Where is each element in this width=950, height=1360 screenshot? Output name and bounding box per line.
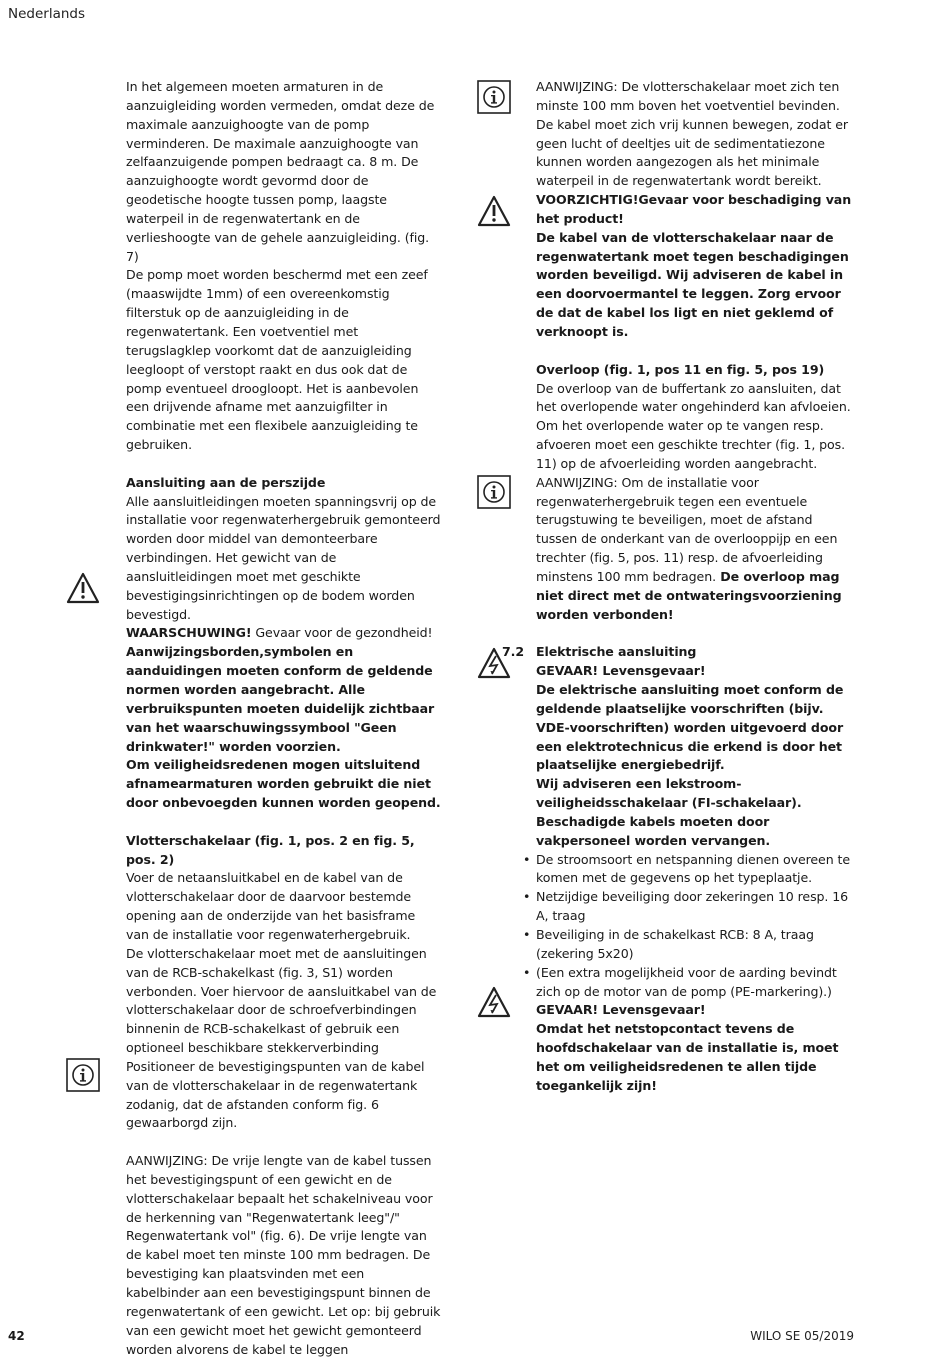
pressure-side-heading: Aansluiting aan de perszijde xyxy=(126,474,326,490)
info-icon xyxy=(477,475,511,509)
section-number: 7.2 xyxy=(502,644,525,660)
danger-text-2: Wij adviseren een lekstroom-veiligheidsschakelaar (FI-schakelaar). xyxy=(536,776,802,811)
info-icon xyxy=(477,80,511,114)
list-item: • Netzijdige beveiliging door zekeringen 10 resp. 16 A, traag xyxy=(536,888,852,926)
float-switch-text-3: Positioneer de bevestigingspunten van de kabel van de vlotterschakelaar in de regenwatertank zodanig, dat de afstanden conform fig. 6 gewaarborgd zijn. xyxy=(126,1058,425,1131)
pressure-side-text: Alle aansluitleidingen moeten spanningsvrij op de installatie voor regenwaterhergebruik gemonteerd worden door middel van demonteerbare verbindingen. Het gewicht van de aansluitleidingen moet met geschikte bevestigingsinrichtingen op de bodem worden bevestigd. xyxy=(126,493,441,622)
danger-heading-1: GEVAAR! Levensgevaar! xyxy=(536,663,706,679)
intro-paragraph-1: In het algemeen moeten armaturen in de aanzuigleiding worden vermeden, omdat deze de maximale aanzuighoogte van de pomp verminderen. De maximale aanzuighoogte van zelfaanzuigende pompen bedraagt ca. 8 m. De aanzuighoogte wordt gevormd door de geodetische hoogte tussen pomp, laagste waterpeil in de regenwatertank en de verlieshoogte van de gehele aanzuigleiding. (fig. 7) xyxy=(126,79,435,264)
float-switch-text-1: Voer de netaansluitkabel en de kabel van de vlotterschakelaar door de daarvoor bestemde opening aan de onderzijde van het basisframe van de installatie voor regenwaterhergebruik. xyxy=(126,870,416,942)
danger-text-1: De elektrische aansluiting moet conform de geldende plaatselijke voorschriften (bijv. VDE-voorschriften) worden uitgevoerd door een elektrotechnicus die erkend is door het plaatselijke energiebedrijf. xyxy=(536,682,844,773)
section-title: Elektrische aansluiting xyxy=(536,644,697,660)
cable-length-note: AANWIJZING: De vrije lengte van de kabel tussen het bevestigingspunt of een gewicht en de vlotterschakelaar bepaalt het schakelniveau voor de herkenning van "Regenwatertank leeg"/" Regenwatertank vol" (fig. 6). De vrije lengte van de kabel moet ten minste 100 mm bedragen. De bevestiging kan plaatsvinden met een kabelbinder aan een bevestigingspunt binnen de regenwatertank of een gewicht. Let op: bij gebruik van een gewicht moet het gewicht gemonteerd worden alvorens de kabel te leggen xyxy=(126,1153,441,1357)
warning-text-1: Aanwijzingsborden,symbolen en aanduidingen moeten conform de geldende normen worden aangebracht. Alle verbruikspunten moeten duidelijk zichtbaar van het waarschuwingssymbool "Geen drinkwater!" worden voorzien. xyxy=(126,644,435,754)
danger-text-3: Beschadigde kabels moeten door vakpersoneel worden vervangen. xyxy=(536,813,771,848)
warning-triangle-icon xyxy=(477,194,511,228)
overflow-heading: Overloop (fig. 1, pos 11 en fig. 5, pos 19) xyxy=(536,361,825,377)
warning-text-2: Om veiligheidsredenen mogen uitsluitend afnamearmaturen worden gebruikt die niet door onbevoegden kunnen worden geopend. xyxy=(126,757,441,811)
warning-triangle-icon xyxy=(66,571,100,605)
page-number: 42 xyxy=(8,1329,25,1343)
float-position-note: AANWIJZING: De vlotterschakelaar moet zich ten minste 100 mm boven het voetventiel bevinden. De kabel moet zich vrij kunnen bewegen, zodat er geen lucht of deeltjes uit de sedimentatiezone kunnen worden aangezogen als het minimale waterpeil in de regenwatertank wordt bereikt. xyxy=(536,79,848,189)
backflow-note xyxy=(536,474,852,625)
caution-text: De kabel van de vlotterschakelaar naar de regenwatertank moet tegen beschadigingen worden beveiligd. Wij adviseren de kabel in een doorvoermantel te leggen. Zorg ervoor de dat de kabel los ligt en niet geklemd of verknoopt is. xyxy=(536,229,849,339)
backflow-note-bold: De overloop mag niet direct met de ontwateringsvoorziening worden verbonden! xyxy=(536,568,842,622)
danger-heading-2: GEVAAR! Levensgevaar! xyxy=(536,1002,706,1018)
caution-heading: VOORZICHTIG!Gevaar voor beschadiging van het product! xyxy=(536,192,852,226)
warning-rest: Gevaar voor de gezondheid! xyxy=(251,625,433,641)
header-language: Nederlands xyxy=(8,6,86,22)
danger-text-4: Omdat het netstopcontact tevens de hoofdschakelaar van de installatie is, moet het om veiligheidsredenen te allen tijde toegankelijk zijn! xyxy=(536,1021,839,1093)
float-switch-heading: Vlotterschakelaar (fig. 1, pos. 2 en fig. 5, pos. 2) xyxy=(126,832,415,867)
electrical-requirements-list xyxy=(536,851,852,1002)
backflow-note-text: AANWIJZING: Om de installatie voor regenwaterhergebruik tegen een eventuele terugstuwing te beveiligen, moet de afstand tussen de onderkant van de overlooppijp en een trechter (fig. 5, pos. 11) resp. de afvoerleiding minstens 100 mm bedragen. xyxy=(536,474,838,584)
list-item: • Beveiliging in de schakelkast RCB: 8 A, traag (zekering 5x20) xyxy=(536,926,852,964)
overflow-text: De overloop van de buffertank zo aansluiten, dat het overlopende water ongehinderd kan afvloeien. Om het overlopende water op te vangen resp. afvoeren moet een geschikte trechter (fig. 1, pos. 11) op de afvoerleiding worden aangebracht. xyxy=(536,380,851,471)
info-icon xyxy=(66,1058,100,1092)
right-column xyxy=(502,78,852,1096)
list-item: • De stroomsoort en netspanning dienen overeen te komen met de gegevens op het typeplaatje. xyxy=(536,851,852,889)
left-column xyxy=(126,78,441,1359)
intro-paragraph-2: De pomp moet worden beschermd met een zeef (maaswijdte 1mm) of een overeenkomstig filterstuk op de aanzuigleiding in de regenwatertank. Een voetventiel met terugslagklep voorkomt dat de aanzuigleiding leegloopt of verstopt raakt en dus ook dat de pomp eventueel droogloopt. Het is aanbevolen een drijvende afname met aanzuigfilter in combinatie met een flexibele aanzuigleiding te gebruiken. xyxy=(126,267,428,453)
float-switch-text-2: De vlotterschakelaar moet met de aansluitingen van de RCB-schakelkast (fig. 3, S1) worden verbonden. Voer hiervoor de aansluitkabel van de vlotterschakelaar door de schroefverbindingen binnenin de RCB-schakelkast of gebruik een optioneel beschikbare stekkerverbinding xyxy=(126,945,437,1056)
section-heading xyxy=(502,643,852,662)
electric-hazard-icon xyxy=(477,985,511,1019)
list-item: • (Een extra mogelijkheid voor de aarding bevindt zich op de motor van de pomp (PE-markering).) xyxy=(536,964,852,1002)
publisher-date: WILO SE 05/2019 xyxy=(750,1329,854,1343)
warning-label: WAARSCHUWING! xyxy=(126,625,252,641)
warning-line xyxy=(126,624,441,643)
